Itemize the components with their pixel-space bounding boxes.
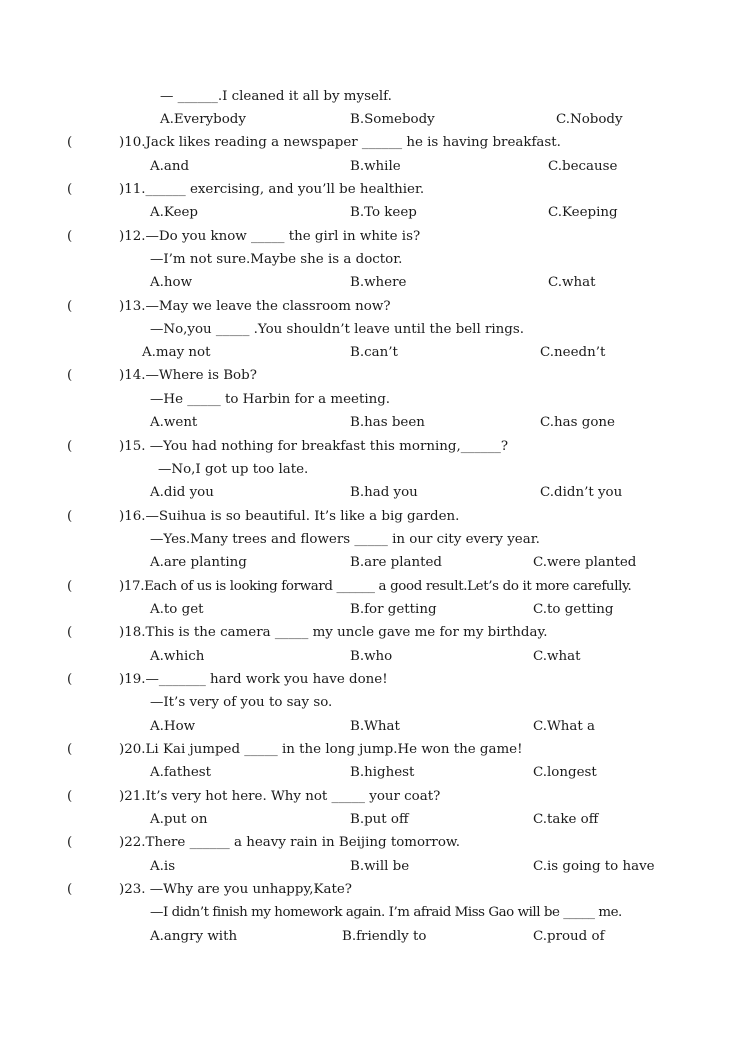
option-b: B.will be (350, 859, 410, 874)
answer-paren: ( (67, 672, 73, 687)
answer-paren: ( (67, 579, 73, 594)
option-c: C.were planted (533, 555, 637, 570)
option-a: A.are planting (150, 555, 247, 570)
answer-paren: ( (67, 299, 73, 314)
lead-stem: — ______.I cleaned it all by myself. (160, 89, 392, 104)
question-stem: )11.______ exercising, and you’ll be healthier. (119, 182, 425, 197)
option-b: B.has been (350, 415, 425, 430)
option-c: C.to getting (533, 602, 614, 617)
option-c: C.what (548, 275, 596, 290)
question-stem: )20.Li Kai jumped _____ in the long jump.He won the game! (119, 742, 523, 757)
question-stem: )16.—Suihua is so beautiful. It’s like a big garden. (119, 509, 460, 524)
option-c: C.take off (533, 812, 599, 827)
answer-paren: ( (67, 835, 73, 850)
answer-paren: ( (67, 742, 73, 757)
lead-option-c: C.Nobody (556, 112, 623, 127)
option-b: B.had you (350, 485, 418, 500)
option-b: B.for getting (350, 602, 437, 617)
answer-paren: ( (67, 625, 73, 640)
option-a: A.went (150, 415, 198, 430)
option-c: C.What a (533, 719, 596, 734)
question-stem: )19.—_______ hard work you have done! (119, 672, 388, 687)
option-b: B.friendly to (342, 929, 427, 944)
option-b: B.while (350, 159, 401, 174)
question-stem: )14.—Where is Bob? (119, 368, 257, 383)
option-c: C.longest (533, 765, 597, 780)
answer-paren: ( (67, 439, 73, 454)
option-b: B.What (350, 719, 400, 734)
option-a: A.How (150, 719, 196, 734)
question-stem: )22.There ______ a heavy rain in Beijing tomorrow. (119, 835, 461, 850)
option-b: B.To keep (350, 205, 417, 220)
question-line: —I didn’t finish my homework again. I’m afraid Miss Gao will be _____ me. (150, 905, 622, 920)
answer-paren: ( (67, 229, 73, 244)
option-a: A.to get (150, 602, 204, 617)
question-stem: )15. —You had nothing for breakfast this morning,______? (119, 439, 509, 454)
question-stem: )12.—Do you know _____ the girl in white is? (119, 229, 421, 244)
question-line: —It’s very of you to say so. (150, 695, 333, 710)
question-line: —I’m not sure.Maybe she is a doctor. (150, 252, 403, 267)
answer-paren: ( (67, 368, 73, 383)
option-b: B.who (350, 649, 393, 664)
option-b: B.are planted (350, 555, 443, 570)
question-line: —He _____ to Harbin for a meeting. (150, 392, 391, 407)
option-b: B.highest (350, 765, 415, 780)
answer-paren: ( (67, 182, 73, 197)
option-c: C.because (548, 159, 618, 174)
answer-paren: ( (67, 135, 73, 150)
option-a: A.which (150, 649, 205, 664)
lead-option-a: A.Everybody (160, 112, 246, 127)
option-a: A.put on (150, 812, 208, 827)
question-line: —Yes.Many trees and flowers _____ in our city every year. (150, 532, 540, 547)
answer-paren: ( (67, 789, 73, 804)
question-stem: )17.Each of us is looking forward ______ a good result.Let’s do it more carefully. (119, 579, 632, 594)
option-c: C.is going to have (533, 859, 655, 874)
option-b: B.where (350, 275, 407, 290)
option-c: C.Keeping (548, 205, 618, 220)
question-stem: )21.It’s very hot here. Why not _____ your coat? (119, 789, 441, 804)
option-a: A.how (150, 275, 193, 290)
question-stem: )23. —Why are you unhappy,Kate? (119, 882, 352, 897)
answer-paren: ( (67, 509, 73, 524)
answer-paren: ( (67, 882, 73, 897)
lead-option-b: B.Somebody (350, 112, 435, 127)
option-a: A.Keep (150, 205, 198, 220)
question-line: —No,I got up too late. (158, 462, 309, 477)
option-a: A.angry with (150, 929, 238, 944)
option-a: A.may not (142, 345, 211, 360)
question-stem: )10.Jack likes reading a newspaper ______ he is having breakfast. (119, 135, 561, 150)
option-c: C.didn’t you (540, 485, 623, 500)
question-stem: )18.This is the camera _____ my uncle gave me for my birthday. (119, 625, 548, 640)
question-stem: )13.—May we leave the classroom now? (119, 299, 391, 314)
option-a: A.did you (150, 485, 214, 500)
option-b: B.can’t (350, 345, 398, 360)
option-c: C.what (533, 649, 581, 664)
question-line: —No,you _____ .You shouldn’t leave until the bell rings. (150, 322, 524, 337)
option-c: C.has gone (540, 415, 615, 430)
option-a: A.is (150, 859, 176, 874)
option-a: A.and (150, 159, 190, 174)
option-b: B.put off (350, 812, 409, 827)
option-a: A.fathest (150, 765, 212, 780)
option-c: C.proud of (533, 929, 605, 944)
option-c: C.needn’t (540, 345, 606, 360)
